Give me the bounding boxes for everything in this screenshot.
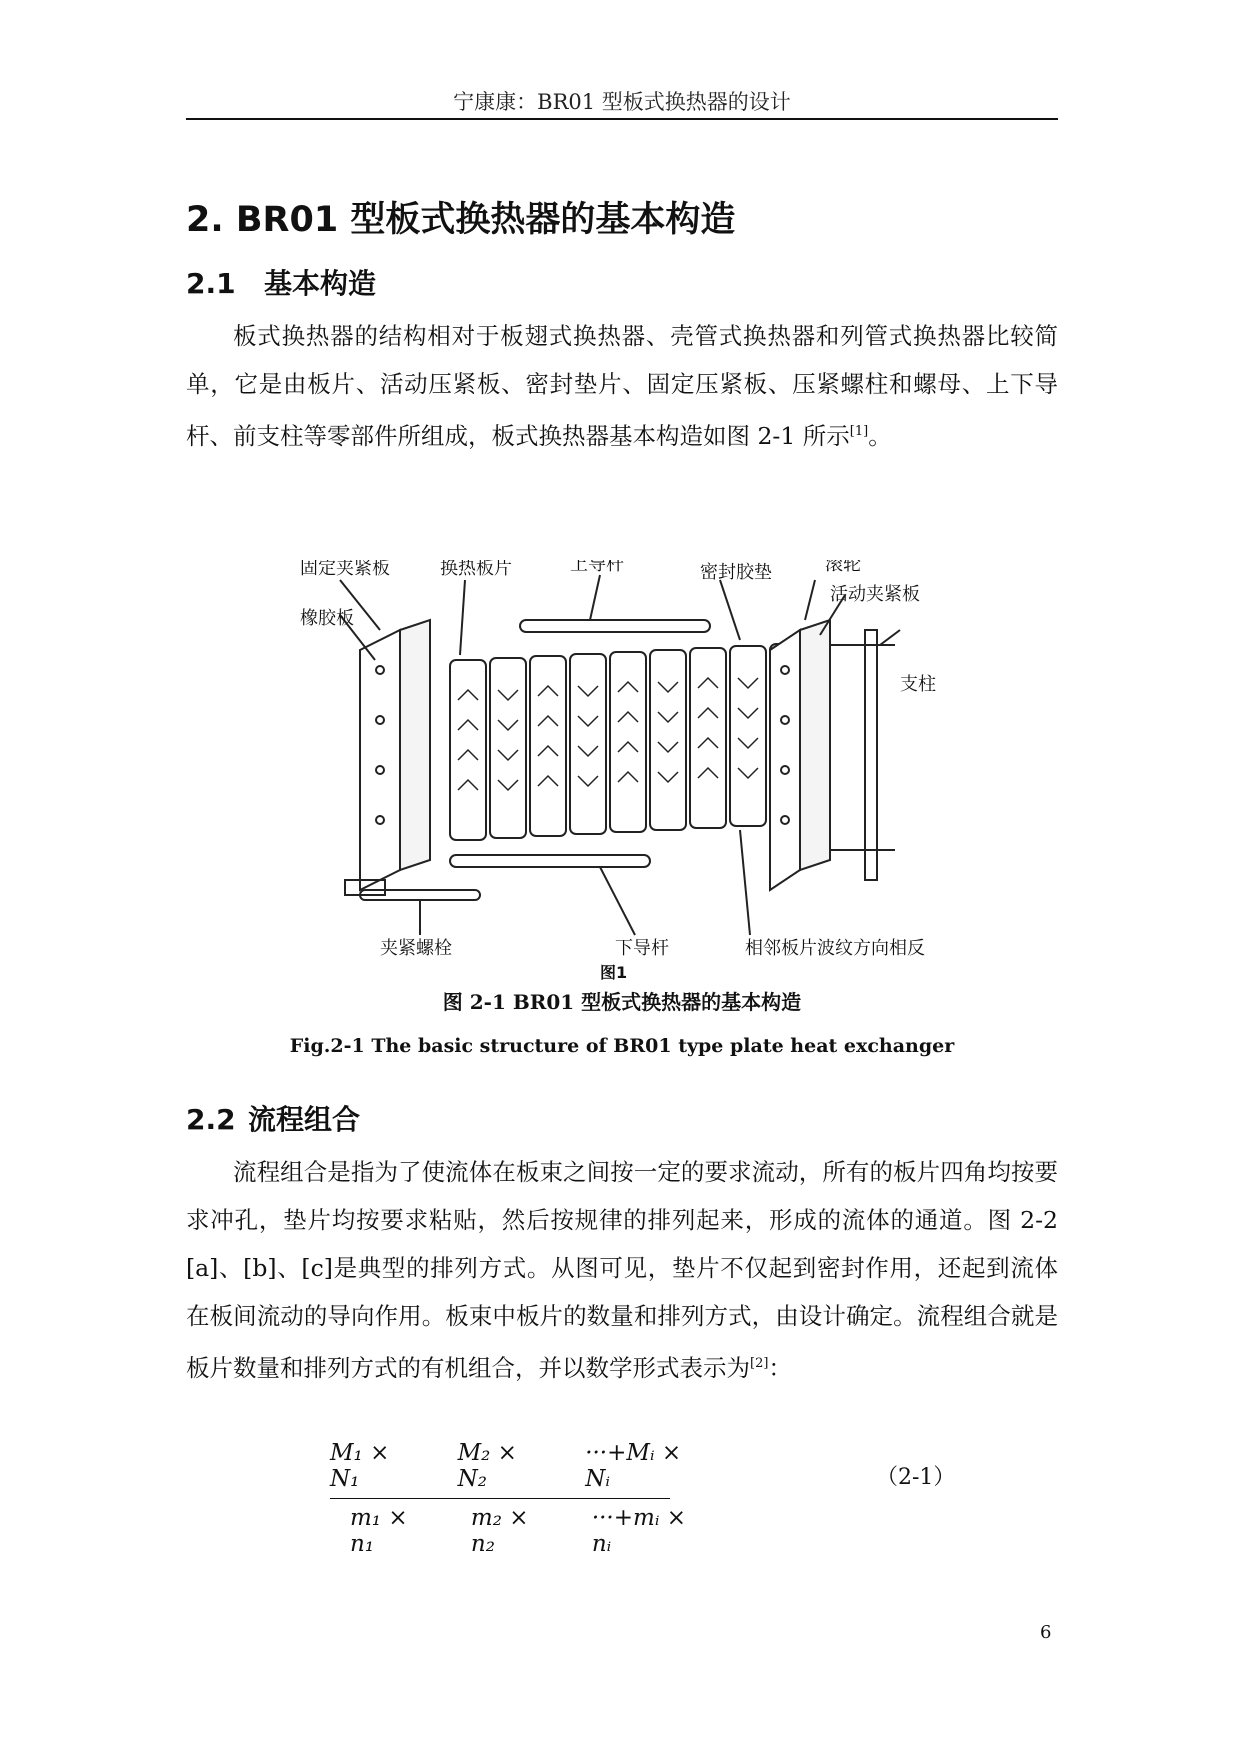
formula-denominator: [330, 1505, 710, 1557]
figure-caption-en: Fig.2-1 The basic structure of BR01 type plate heat exchanger: [289, 1035, 955, 1057]
equation-number: （2-1）: [876, 1465, 956, 1490]
label-heat-plate: 换热板片: [440, 560, 512, 579]
label-fixed-plate: 固定夹紧板: [300, 560, 390, 579]
paragraph-text: 板式换热器的结构相对于板翅式换热器、壳管式换热器和列管式换热器比较简单，它是由板片、活动压紧板、密封垫片、固定压紧板、压紧螺柱和螺母、上下导杆、前支柱等零部件所组成，板式换热器基本构造如图 2-1 所示: [186, 322, 1058, 450]
paragraph-tail: 。: [868, 421, 892, 450]
citation: [2]: [750, 1356, 769, 1371]
denominator-term: m₂ × n₂: [470, 1505, 529, 1557]
label-movable-plate: 活动夹紧板: [830, 584, 920, 605]
figure-inner-label: 图1: [600, 963, 628, 980]
section-number: 2.2: [186, 1103, 236, 1136]
label-bolt: 夹紧螺栓: [380, 938, 452, 959]
paragraph-tail: ：: [768, 1353, 792, 1382]
section-number: 2.1: [186, 267, 236, 300]
label-upper-bar: 上导杆: [570, 560, 624, 575]
label-gasket: 密封胶垫: [700, 562, 772, 583]
section-2-1-heading: [186, 262, 376, 302]
section-2-2-paragraph: [186, 1148, 1058, 1392]
numerator-term: M₂ × N₂: [457, 1440, 517, 1492]
exchanger-drawing: [300, 560, 1030, 980]
paragraph-text: 流程组合是指为了使流体在板束之间按一定的要求流动，所有的板片四角均按要求冲孔，垫片均按要求粘贴，然后按规律的排列起来，形成的流体的通道。图 2-2 [a]、[b]、[c]是典型的排列方式。从图可见，垫片不仅起到密封作用，还起到流体在板间流动的导向作用。板束中板片的数量和排列方式，由设计确定。流程组合就是板片数量和排列方式的有机组合，并以数学形式表示为: [186, 1158, 1058, 1382]
label-column: 支柱: [900, 674, 936, 695]
section-2-1-paragraph: [186, 312, 1058, 460]
section-title: 基本构造: [264, 267, 377, 300]
denominator-term: ···+mᵢ × nᵢ: [591, 1505, 687, 1557]
label-adjacent-plates: 相邻板片波纹方向相反: [745, 938, 925, 959]
label-roller: 滚轮: [825, 560, 861, 575]
fraction-bar: [330, 1498, 670, 1499]
denominator-term: m₁ × n₁: [350, 1505, 408, 1557]
formula-2-1: [330, 1440, 710, 1557]
section-title: 流程组合: [248, 1103, 361, 1136]
numerator-term: ···+Mᵢ × Nᵢ: [585, 1440, 682, 1492]
label-lower-bar: 下导杆: [615, 938, 669, 959]
citation: [1]: [849, 424, 869, 439]
figure-caption-cn: 图 2-1 BR01 型板式换热器的基本构造: [442, 990, 802, 1014]
section-2-2-heading: [186, 1098, 360, 1138]
section-2-title: 2. BR01 型板式换热器的基本构造: [186, 200, 736, 240]
header-rule: [186, 118, 1058, 120]
numerator-term: M₁ × N₁: [330, 1440, 390, 1492]
label-rubber-plate: 橡胶板: [300, 608, 354, 629]
formula-numerator: [330, 1440, 710, 1492]
running-header: 宁康康：BR01 型板式换热器的设计: [453, 90, 791, 114]
plate-heat-exchanger-figure: [300, 560, 1030, 980]
page-number: 6: [1040, 1622, 1052, 1643]
